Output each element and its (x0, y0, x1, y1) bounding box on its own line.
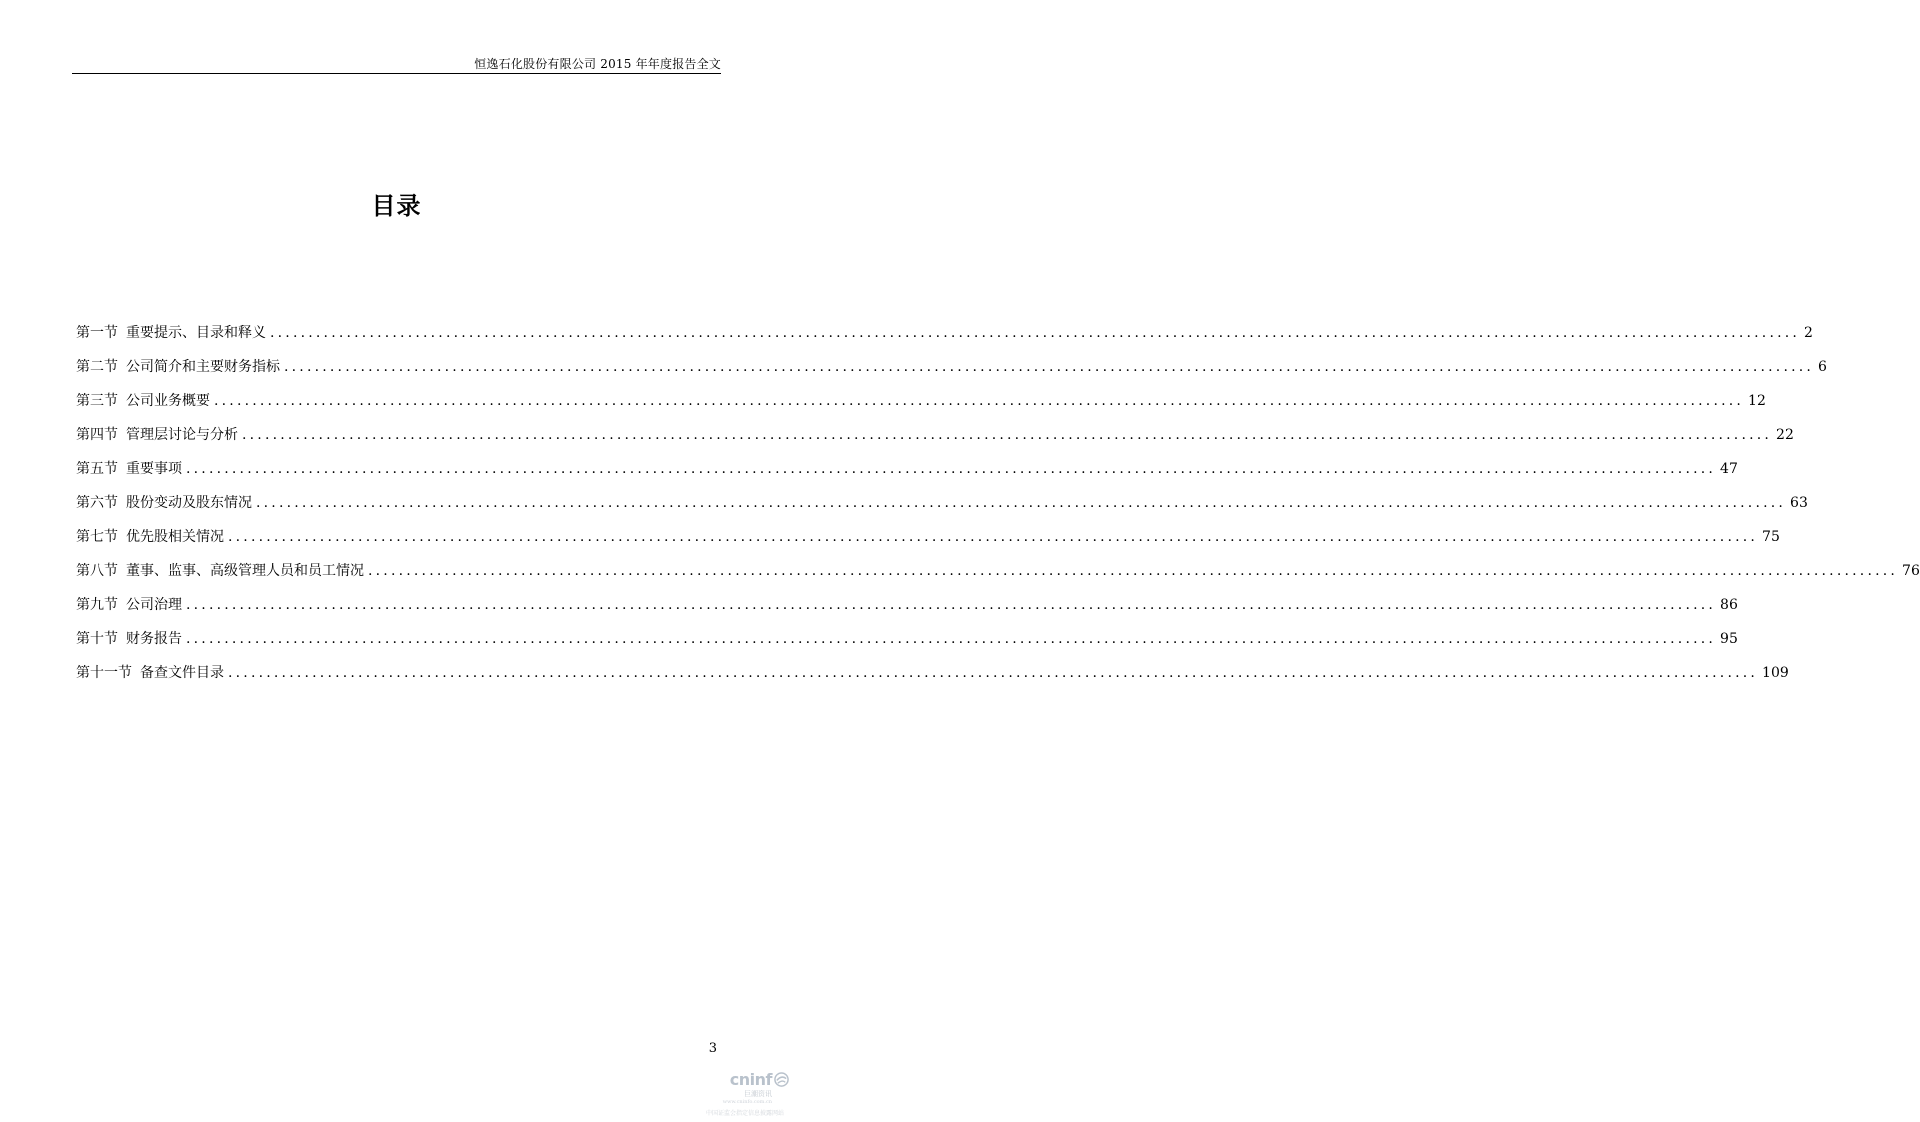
toc-entry[interactable] (76, 424, 1794, 458)
toc-section-name: 公司治理 (126, 597, 182, 613)
toc-dot-leader: ........................................................................................................................................................................................................ (214, 393, 1745, 409)
toc-section-label: 第四节 (76, 427, 118, 443)
header-rule (72, 73, 721, 74)
toc-section-name: 股份变动及股东情况 (126, 495, 252, 511)
toc-entry[interactable] (76, 492, 1808, 526)
toc-dot-leader: ........................................................................................................................................................................................................ (270, 325, 1801, 341)
toc-section-name: 财务报告 (126, 631, 182, 647)
toc-page-number: 75 (1762, 529, 1780, 545)
toc-page-number: 109 (1762, 665, 1789, 681)
toc-entry[interactable] (76, 560, 1920, 594)
watermark-subtitle: 巨潮资讯 (744, 1090, 772, 1098)
toc-dot-leader: ........................................................................................................................................................................................................ (186, 631, 1717, 647)
toc-section-name: 备查文件目录 (140, 665, 224, 681)
toc-page-number: 22 (1776, 427, 1794, 443)
toc-dot-leader: ........................................................................................................................................................................................................ (368, 563, 1899, 579)
header-title: 恒逸石化股份有限公司 2015 年年度报告全文 (474, 57, 721, 71)
toc-section-label: 第二节 (76, 359, 118, 375)
toc-page-number: 76 (1902, 563, 1920, 579)
toc-section-label: 第六节 (76, 495, 118, 511)
toc-page-number: 6 (1818, 359, 1827, 375)
toc-section-name: 管理层讨论与分析 (126, 427, 238, 443)
toc-section-label: 第九节 (76, 597, 118, 613)
page-title: 目录 (371, 192, 422, 220)
toc-section-label: 第十节 (76, 631, 118, 647)
toc-dot-leader: ........................................................................................................................................................................................................ (186, 461, 1717, 477)
toc-section-name: 重要事项 (126, 461, 182, 477)
toc-section-name: 公司业务概要 (126, 393, 210, 409)
toc-section-label: 第十一节 (76, 665, 132, 681)
toc-entry[interactable] (76, 662, 1789, 696)
toc-entry[interactable] (76, 628, 1738, 662)
toc-section-label: 第八节 (76, 563, 118, 579)
watermark-url: www.cninfo.com.cn (722, 1099, 772, 1105)
toc-dot-leader: ........................................................................................................................................................................................................ (242, 427, 1773, 443)
toc-dot-leader: ........................................................................................................................................................................................................ (284, 359, 1815, 375)
watermark-tagline: 中国证监会指定信息披露网站 (705, 1110, 784, 1117)
toc-section-name: 公司简介和主要财务指标 (126, 359, 280, 375)
toc-page-number: 12 (1748, 393, 1766, 409)
toc-page-number: 86 (1720, 597, 1738, 613)
toc-section-label: 第五节 (76, 461, 118, 477)
toc-entry[interactable] (76, 594, 1738, 628)
toc-dot-leader: ........................................................................................................................................................................................................ (186, 597, 1717, 613)
page-number: 3 (708, 1041, 717, 1056)
toc-page-number: 95 (1720, 631, 1738, 647)
toc-dot-leader: ........................................................................................................................................................................................................ (256, 495, 1787, 511)
toc-page-number: 47 (1720, 461, 1738, 477)
toc-page-number: 2 (1804, 325, 1813, 341)
watermark-logo-text: cninf (729, 1070, 772, 1089)
toc-section-label: 第三节 (76, 393, 118, 409)
table-of-contents (76, 322, 1920, 696)
toc-section-name: 优先股相关情况 (126, 529, 224, 545)
toc-entry[interactable] (76, 356, 1827, 390)
toc-page-number: 63 (1790, 495, 1808, 511)
toc-entry[interactable] (76, 458, 1738, 492)
toc-section-name: 董事、监事、高级管理人员和员工情况 (126, 563, 364, 579)
toc-dot-leader: ........................................................................................................................................................................................................ (228, 529, 1759, 545)
toc-dot-leader: ........................................................................................................................................................................................................ (228, 665, 1759, 681)
toc-section-label: 第一节 (76, 325, 118, 341)
cninfo-watermark (700, 1068, 790, 1120)
page-header (72, 52, 721, 74)
toc-entry[interactable] (76, 390, 1766, 424)
toc-section-label: 第七节 (76, 529, 118, 545)
cninfo-swirl-icon (774, 1072, 789, 1087)
toc-entry[interactable] (76, 526, 1780, 560)
toc-section-name: 重要提示、目录和释义 (126, 325, 266, 341)
toc-entry[interactable] (76, 322, 1813, 356)
